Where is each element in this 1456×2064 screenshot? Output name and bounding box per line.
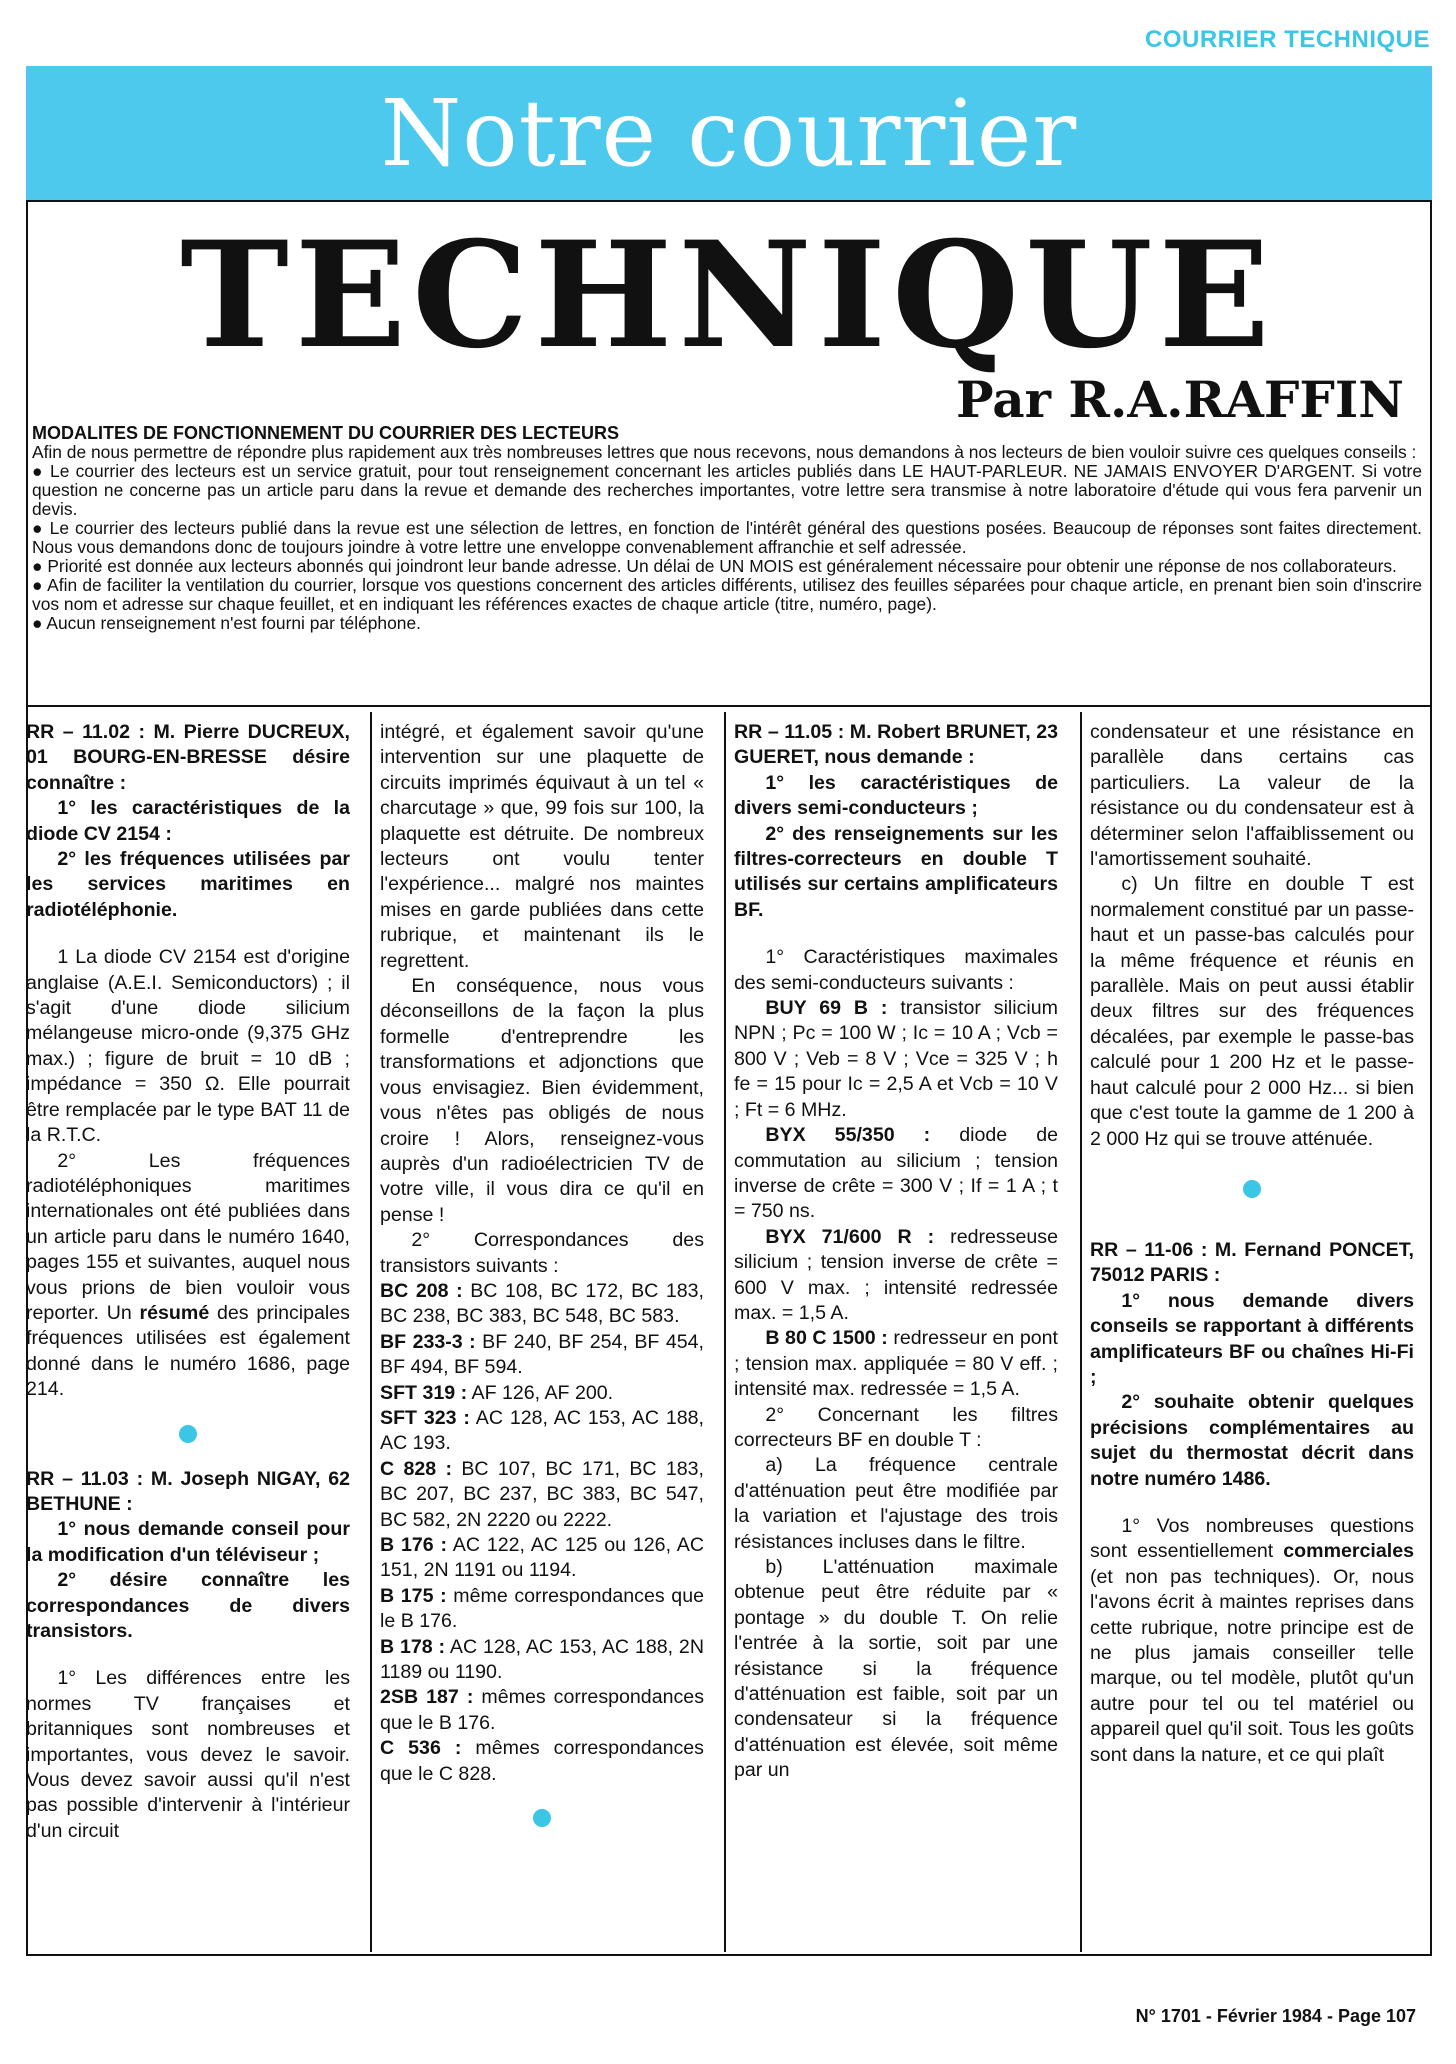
correspondence-item: BC 208 : BC 108, BC 172, BC 183, BC 238, BC 383, BC 548, BC 583. <box>380 1279 704 1328</box>
column-2 <box>380 720 704 1950</box>
intro-heading: MODALITES DE FONCTIONNEMENT DU COURRIER DES LECTEURS <box>32 423 620 443</box>
correspondence-item: SFT 319 : AF 126, AF 200. <box>380 1381 614 1404</box>
intro-line: ● Aucun renseignement n'est fourni par téléphone. <box>32 613 421 633</box>
question: 1° nous demande conseil pour la modification d'un téléviseur ; <box>26 1518 350 1566</box>
answer-paragraph: 2° Concernant les filtres correcteurs BF en double T : <box>734 1403 1058 1451</box>
correspondence-item: B 178 : AC 128, AC 153, AC 188, 2N 1189 ou 1190. <box>380 1635 704 1684</box>
correspondence-item: 2SB 187 : mêmes correspondances que le B 176. <box>380 1686 704 1734</box>
separator-dot <box>1243 1180 1261 1198</box>
spec-item: B 80 C 1500 : redresseur en pont ; tension max. appliquée = 80 V eff. ; intensité max. redressée = 1,5 A. <box>734 1327 1058 1401</box>
intro-line: ● Afin de faciliter la ventilation du courrier, lorsque vos questions concernent des articles différents, utilisez des feuilles séparées pour chaque article, en prenant bien soin d'inscrire vos nom et adresse sur chaque feuillet, et en indiquant les références exactes de chaque article (titre, numéro, page). <box>32 575 1422 614</box>
correspondence-item: BF 233-3 : BF 240, BF 254, BF 454, BF 494, BF 594. <box>380 1330 704 1379</box>
column-4 <box>1090 720 1414 1950</box>
correspondence-item: C 828 : BC 107, BC 171, BC 183, BC 207, BC 237, BC 383, BC 547, BC 582, 2N 2220 ou 2222. <box>380 1457 704 1531</box>
intro-line: Afin de nous permettre de répondre plus rapidement aux très nombreuses lettres que nous recevons, nous demandons à nos lecteurs de bien vouloir suivre ces quelques conseils : <box>32 442 1417 462</box>
separator-dot <box>533 1809 551 1827</box>
page-footer: N° 1701 - Février 1984 - Page 107 <box>1135 2006 1416 2026</box>
answer-paragraph: 1° Les différences entre les normes TV françaises et britanniques sont nombreuses et importantes, vous devez le savoir. Vous devez savoir aussi qu'il n'est pas possible d'intervenir à l'intérieur d'un circuit <box>26 1667 350 1842</box>
title-main: TECHNIQUE <box>180 210 1276 381</box>
question: 2° des renseignements sur les filtres-correcteurs en double T utilisés sur certains amplificateurs BF. <box>734 822 1058 921</box>
question: 1° les caractéristiques de la diode CV 2154 : <box>26 797 350 845</box>
intro-line: ● Priorité est donnée aux lecteurs abonnés qui joindront leur bande adresse. Un délai de UN MOIS est généralement nécessaire pour obtenir une réponse de nos collaborateurs. <box>32 556 1397 576</box>
question: 1° nous demande divers conseils se rapportant à différents amplificateurs BF ou chaînes Hi-Fi ; <box>1090 1289 1414 1388</box>
intro-line: ● Le courrier des lecteurs publié dans la revue est une sélection de lettres, en fonction de l'intérêt général des questions posées. Beaucoup de réponses sont faites directement. Nous vous demandons donc de toujours joindre à votre lettre une enveloppe convenablement affranchie et self adressée. <box>32 518 1422 557</box>
correspondence-item: B 175 : même correspondances que le B 176. <box>380 1584 704 1633</box>
column-divider <box>724 712 726 1952</box>
intro-line: ● Le courrier des lecteurs est un service gratuit, pour tout renseignement concernant les articles publiés dans LE HAUT-PARLEUR. NE JAMAIS ENVOYER D'ARGENT. Si votre question ne concerne pas un article paru dans la revue et demande des recherches importantes, votre lettre sera transmise à notre laboratoire d'étude qui vous fera parvenir un devis. <box>32 461 1422 519</box>
spec-item: BYX 71/600 R : redresseuse silicium ; tension inverse de crête = 600 V max. ; intensité redressée max. = 1,5 A. <box>734 1225 1058 1324</box>
spec-item: BUY 69 B : transistor silicium NPN ; Pc = 100 W ; Ic = 10 A ; Vcb = 800 V ; Veb = 8 V ; Vce = 325 V ; h fe = 15 pour Ic = 2,5 A et Vcb = 10 V ; Ft = 6 MHz. <box>734 997 1058 1121</box>
spec-item: BYX 55/350 : diode de commutation au silicium ; tension inverse de crête = 300 V ; If = 1 A ; t = 750 ns. <box>734 1124 1058 1223</box>
title-top: Notre courrier <box>380 79 1078 187</box>
section-label: COURRIER TECHNIQUE <box>1144 26 1430 53</box>
column-3 <box>734 720 1058 1950</box>
answer-paragraph: a) La fréquence centrale d'atténuation peut être modifiée par la variation et l'ajustage des trois résistances incluses dans le filtre. <box>734 1454 1058 1553</box>
answer-paragraph: 1° Caractéristiques maximales des semi-conducteurs suivants : <box>734 946 1058 994</box>
correspondence-item: B 176 : AC 122, AC 125 ou 126, AC 151, 2N 1191 ou 1194. <box>380 1534 704 1582</box>
intro-divider <box>26 705 1432 707</box>
question: 2° souhaite obtenir quelques précisions complémentaires au sujet du thermostat décrit dans notre numéro 1486. <box>1090 1391 1414 1490</box>
letter-heading: RR – 11.05 : M. Robert BRUNET, 23 GUERET, nous demande : <box>734 721 1058 769</box>
letter-heading: RR – 11-06 : M. Fernand PONCET, 75012 PARIS : <box>1090 1238 1414 1287</box>
answer-paragraph: c) Un filtre en double T est normalement constitué par un passe-haut et un passe-bas calculés pour la même fréquence et réunis en parallèle. Mais on peut aussi établir deux filtres sur des fréquences décalées, par exemple le passe-bas calculé pour 1 200 Hz et le passe-haut calculé pour 2 000 Hz... si bien que c'est toute la gamme de 1 200 à 2 000 Hz qui se trouve atténuée. <box>1090 873 1414 1150</box>
intro-box <box>32 424 1422 633</box>
letter-heading: RR – 11.03 : M. Joseph NIGAY, 62 BETHUNE : <box>26 1467 350 1515</box>
answer-paragraph: intégré, et également savoir qu'une intervention sur une plaquette de circuits imprimés équivaut à un tel « charcutage » que, 99 fois sur 100, la plaquette est détruite. De nombreux lecteurs ont voulu tenter l'expérience... malgré nos maintes mises en garde publiées dans cette rubrique, et maintenant ils le regrettent. <box>380 721 704 972</box>
correspondence-item: SFT 323 : AC 128, AC 153, AC 188, AC 193. <box>380 1406 704 1455</box>
column-1 <box>26 720 350 1950</box>
separator-dot <box>179 1425 197 1443</box>
column-divider <box>370 712 372 1952</box>
answer-paragraph: b) L'atténuation maximale obtenue peut être réduite par « pontage » du double T. On relie l'entrée à la sortie, soit par une résistance si la fréquence d'atténuation est faible, soit par un condensateur si la fréquence d'atténuation est élevée, soit même par un <box>734 1556 1058 1782</box>
column-divider <box>1080 712 1082 1952</box>
answer-paragraph: En conséquence, nous vous déconseillons de la façon la plus formelle d'entreprendre les transformations et adjonctions que vous envisagiez. Bien évidemment, vous n'êtes pas obligés de nous croire ! Alors, renseignez-vous auprès d'un radioélectricien TV de votre ville, il vous dira ce qu'il en pense ! <box>380 975 704 1226</box>
answer-paragraph: condensateur et une résistance en parallèle dans certains cas particuliers. La valeur de la résistance ou du condensateur est à déterminer selon l'affaiblissement ou l'amortissement souhaité. <box>1090 721 1414 871</box>
question: 2° les fréquences utilisées par les services maritimes en radiotéléphonie. <box>26 848 350 921</box>
byline: Par R.A.RAFFIN <box>956 370 1404 429</box>
answer-paragraph: 1 La diode CV 2154 est d'origine anglaise (A.E.I. Semiconductors) ; il s'agit d'une diode silicium mélangeuse micro-onde (9,375 GHz max.) ; figure de bruit = 10 dB ; impédance = 350 Ω. Elle pourrait être remplacée par le type BAT 11 de la R.T.C. <box>26 946 350 1147</box>
title-banner <box>26 66 1432 200</box>
question: 1° les caractéristiques de divers semi-conducteurs ; <box>734 771 1058 820</box>
correspondence-item: C 536 : mêmes correspondances que le C 828. <box>380 1737 704 1785</box>
letter-heading: RR – 11.02 : M. Pierre DUCREUX, 01 BOURG-EN-BRESSE désire connaître : <box>26 721 350 794</box>
question: 2° désire connaître les correspondances de divers transistors. <box>26 1569 350 1642</box>
answer-paragraph: 2° Correspondances des transistors suivants : <box>380 1229 704 1277</box>
answer-paragraph: 2° Les fréquences radiotéléphoniques maritimes internationales ont été publiées dans un article paru dans le numéro 1640, pages 155 et suivantes, auquel nous vous prions de bien vouloir vous reporter. Un résumé des principales fréquences utilisées est également donné dans le numéro 1686, page 214. <box>26 1149 350 1401</box>
answer-paragraph: 1° Vos nombreuses questions sont essentiellement commerciales (et non pas techniques). Or, nous l'avons écrit à maintes reprises dans cette rubrique, notre principe est de ne plus jamais conseiller telle marque, ou tel modèle, plutôt qu'un autre pour tel ou tel matériel ou appareil quel qu'il soit. Tous les goûts sont dans la nature, et ce qui plaît <box>1090 1514 1414 1766</box>
